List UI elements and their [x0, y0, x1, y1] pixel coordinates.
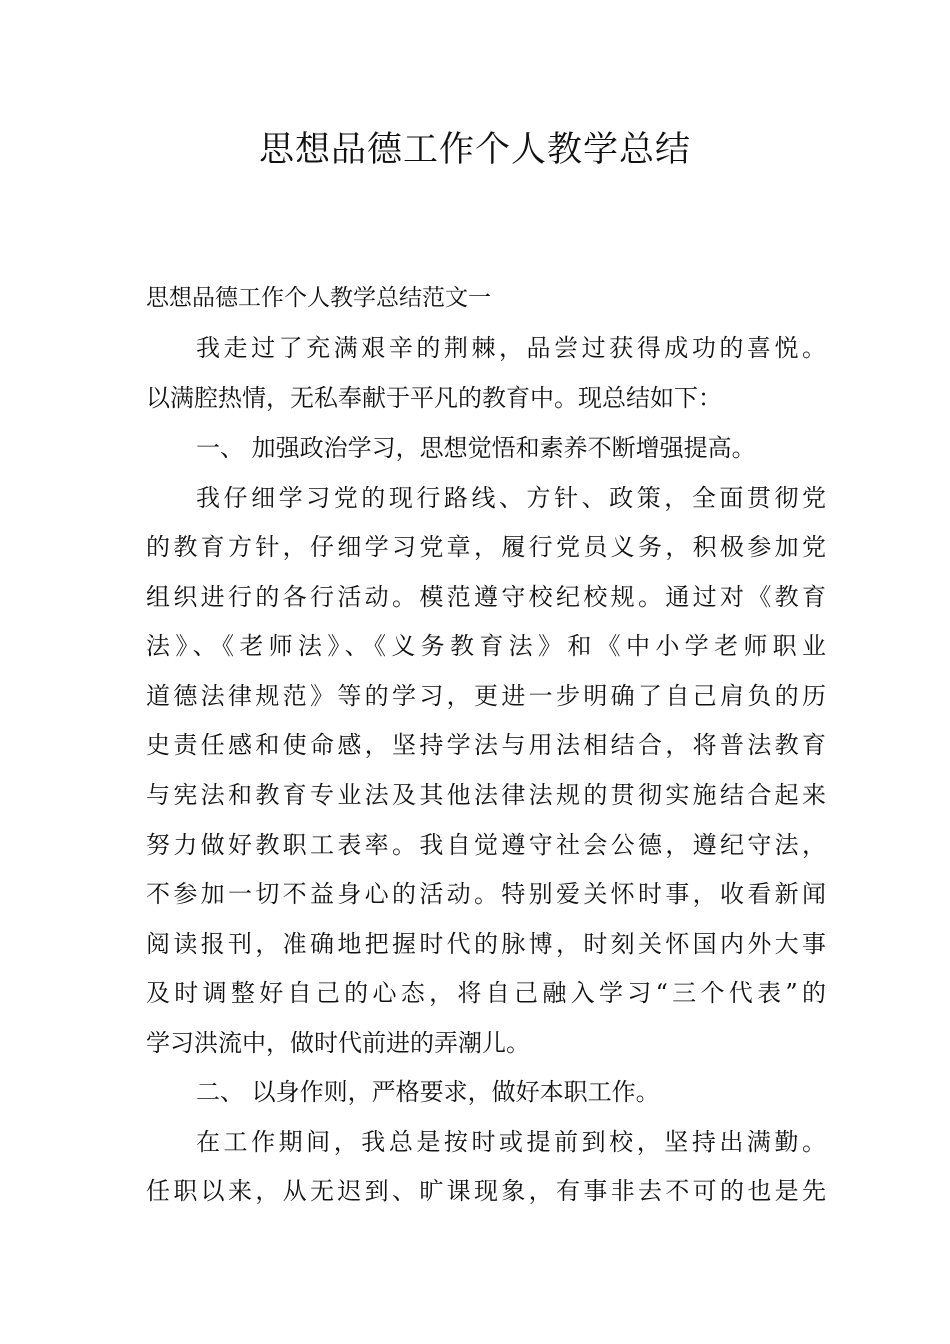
body-line: 法》、《老师法》、《义务教育法》和《中小学老师职业 — [146, 632, 826, 660]
body-line: 以满腔热情，无私奉献于平凡的教育中。现总结如下： — [146, 384, 722, 412]
body-line: 史责任感和使命感，坚持学法与用法相结合，将普法教育 — [146, 731, 826, 759]
body-line: 任职以来，从无迟到、旷课现象，有事非去不可的也是先 — [146, 1177, 826, 1205]
body-line: 组织进行的各行活动。模范遵守校纪校规。通过对《教育 — [146, 583, 826, 611]
section-heading: 一、 加强政治学习，思想觉悟和素养不断增强提高。 — [196, 434, 756, 462]
body-line: 在工作期间，我总是按时或提前到校，坚持出满勤。 — [196, 1128, 826, 1156]
body-line: 学习洪流中，做时代前进的弄潮儿。 — [146, 1029, 530, 1057]
body-line: 我仔细学习党的现行路线、方针、政策，全面贯彻党 — [196, 484, 826, 512]
section-subtitle: 思想品德工作个人教学总结范文一 — [146, 285, 491, 311]
body-line: 不参加一切不益身心的活动。特别爱关怀时事，收看新闻 — [146, 880, 826, 908]
body-line: 的教育方针，仔细学习党章，履行党员义务，积极参加党 — [146, 533, 826, 561]
body-line: 我走过了充满艰辛的荆棘，品尝过获得成功的喜悦。 — [196, 334, 826, 362]
document-title: 思想品德工作个人教学总结 — [258, 130, 691, 170]
section-heading: 二、 以身作则，严格要求，做好本职工作。 — [196, 1078, 660, 1106]
body-line: 与宪法和教育专业法及其他法律法规的贯彻实施结合起来 — [146, 781, 826, 809]
body-line: 阅读报刊，准确地把握时代的脉博，时刻关怀国内外大事 — [146, 930, 826, 958]
body-line: 道德法律规范》等的学习，更进一步明确了自己肩负的历 — [146, 682, 826, 710]
body-line: 及时调整好自己的心态，将自己融入学习“三个代表”的 — [146, 979, 826, 1007]
body-line: 努力做好教职工表率。我自觉遵守社会公德，遵纪守法， — [146, 831, 826, 859]
